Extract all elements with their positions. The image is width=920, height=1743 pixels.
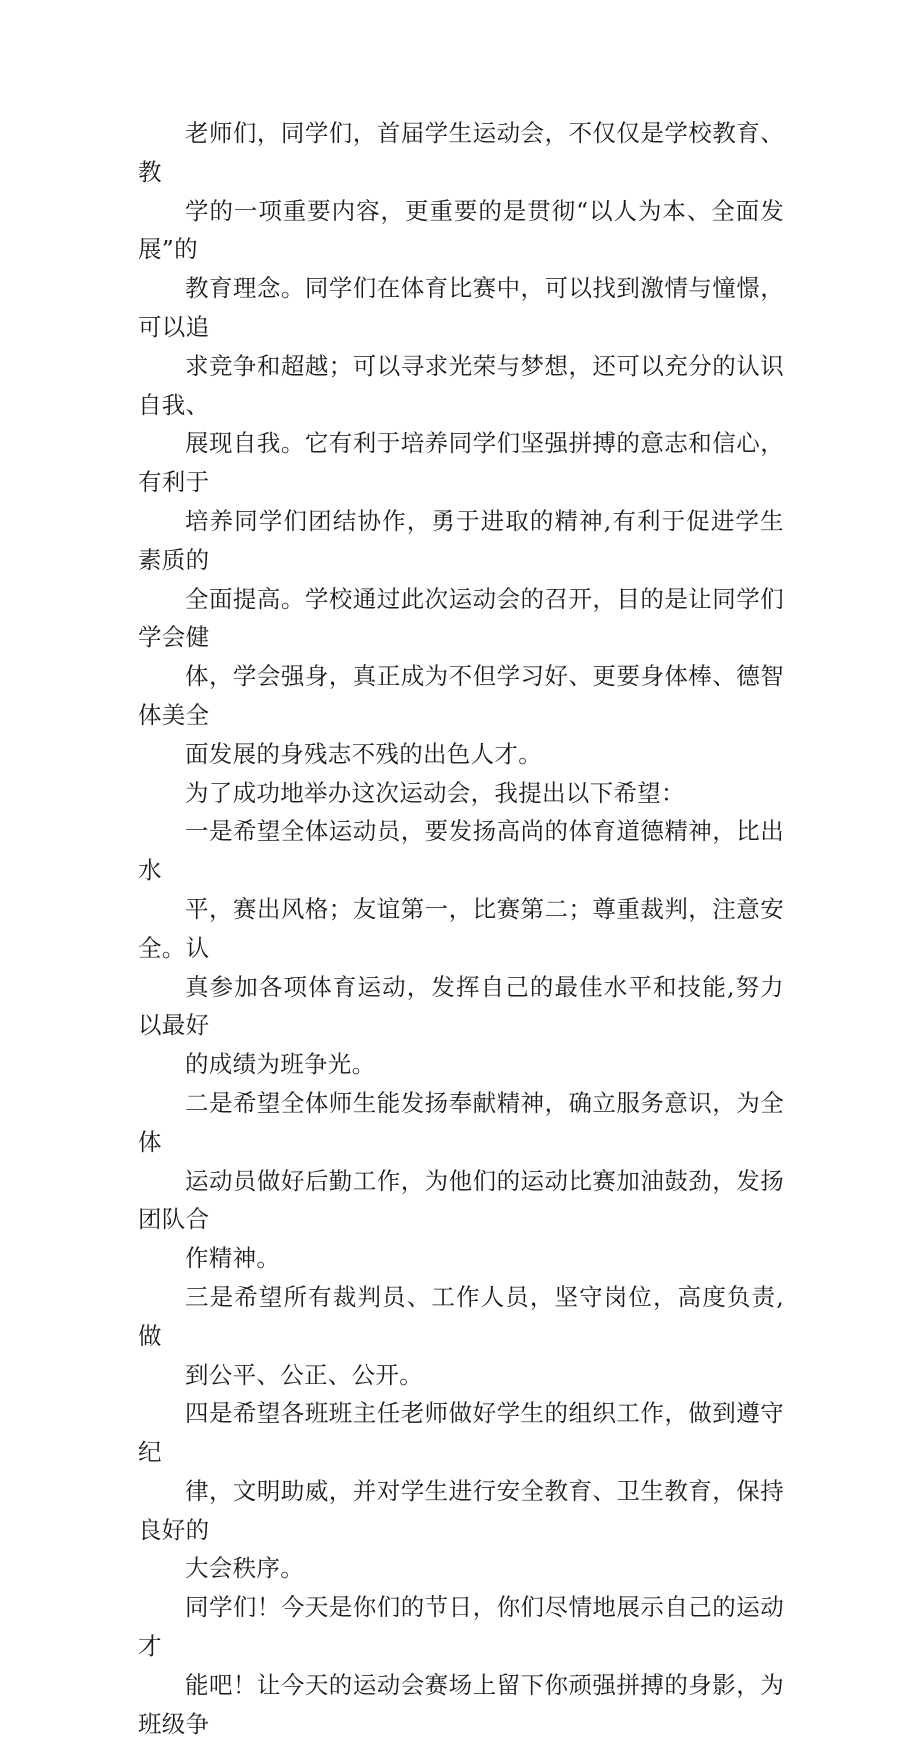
text-line: 二是希望全体师生能发扬奉献精神，确立服务意识，为全体: [138, 1088, 784, 1156]
text-line: 为了成功地举办这次运动会，我提出以下希望：: [185, 778, 685, 807]
text-line: 老师们，同学们，首届学生运动会，不仅仅是学校教育、教: [138, 119, 784, 186]
text-line: 一是希望全体运动员，要发扬高尚的体育道德精神，比出水: [138, 817, 784, 885]
text-line: 的成绩为班争光。: [185, 1050, 376, 1079]
paragraph-hopes-intro: [138, 774, 784, 813]
text-line: 三是希望所有裁判员、工作人员，坚守岗位，高度负责,做: [138, 1282, 784, 1350]
text-line: 运动员做好后勤工作，为他们的运动比赛加油鼓劲，发扬团队合: [138, 1166, 784, 1234]
text-line: 教育理念。同学们在体育比赛中，可以找到激情与憧憬，可以追: [138, 274, 784, 341]
text-line: 到公平、公正、公开。: [185, 1360, 423, 1389]
paragraph-hope-staff: [138, 1084, 784, 1278]
text-line: 面发展的身残志不残的出色人才。: [185, 739, 542, 768]
paragraph-opening-significance: [138, 114, 784, 774]
text-line: 平，赛出风格；友谊第一，比赛第二；尊重裁判，注意安全。认: [138, 894, 784, 962]
text-line: 真参加各项体育运动，发挥自己的最佳水平和技能,努力以最好: [138, 972, 784, 1040]
text-line: 求竞争和超越；可以寻求光荣与梦想，还可以充分的认识自我、: [138, 351, 784, 419]
text-line: 作精神。: [185, 1244, 281, 1273]
text-line: 能吧！让今天的运动会赛场上留下你顽强拼搏的身影，为班级争: [138, 1670, 784, 1738]
paragraph-hope-athletes: [138, 812, 784, 1084]
text-line: 学的一项重要内容，更重要的是贯彻“以人为本、全面发展”的: [138, 196, 784, 264]
text-line: 展现自我。它有利于培养同学们坚强拼搏的意志和信心，有利于: [138, 429, 784, 497]
paragraph-closing-appeal: [138, 1588, 784, 1743]
text-line: 大会秩序。: [185, 1554, 304, 1583]
text-line: 全面提高。学校通过此次运动会的召开，目的是让同学们学会健: [138, 584, 784, 652]
text-line: 律，文明助威，并对学生进行安全教育、卫生教育，保持良好的: [138, 1476, 784, 1544]
text-line: 培养同学们团结协作，勇于进取的精神,有利于促进学生素质的: [138, 506, 784, 574]
text-line: 体，学会强身，真正成为不但学习好、更要身体棒、德智体美全: [138, 662, 784, 729]
text-line: 同学们！今天是你们的节日，你们尽情地展示自己的运动才: [138, 1593, 784, 1661]
document-page: [138, 114, 784, 1743]
text-line: 四是希望各班班主任老师做好学生的组织工作，做到遵守纪: [138, 1399, 784, 1467]
paragraph-hope-class-teachers: [138, 1394, 784, 1588]
paragraph-hope-referees: [138, 1278, 784, 1394]
